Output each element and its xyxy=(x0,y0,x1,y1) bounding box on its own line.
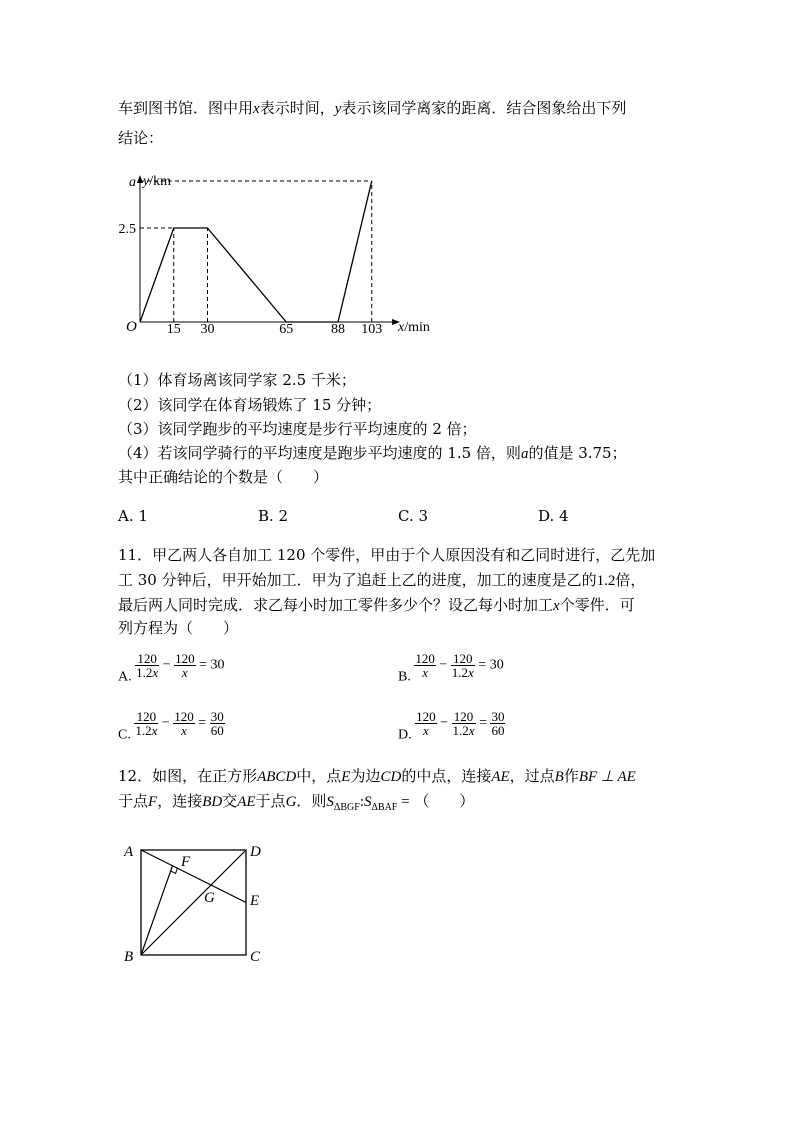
statement-1: （1）体育场离该同学家 2.5 千米； xyxy=(118,371,356,389)
x-tick-label: 88 xyxy=(331,322,345,337)
q12-line1: 12．如图，在正方形ABCD中，点E为边CD的中点，连接AE，过点B作BF ⊥ AE xyxy=(118,767,636,785)
x-tick-label: 103 xyxy=(361,322,383,337)
q10-intro-line2: 结论： xyxy=(118,129,164,147)
y-tick-label: 2.5 xyxy=(118,222,136,237)
y-tick-label: a xyxy=(129,175,136,190)
q10-option-b[interactable]: B. 2 xyxy=(258,507,289,525)
origin-label: O xyxy=(126,319,137,335)
label-e: E xyxy=(250,893,260,909)
q11-line4: 列方程为（ ） xyxy=(118,619,239,637)
q11-line3: 最后两人同时完成．求乙每小时加工零件多少个？设乙每小时加工x个零件．可 xyxy=(118,596,635,614)
x-tick-label: 30 xyxy=(200,322,215,337)
x-tick-label: 15 xyxy=(166,322,181,337)
x-axis-label: x/min xyxy=(398,320,430,335)
chart-tick-labels xyxy=(119,175,383,337)
segment-bf xyxy=(141,866,173,955)
distance-series-line xyxy=(140,181,372,322)
q11-line2: 工 30 分钟后，甲开始加工．甲为了追赶上乙的进度，加工的速度是乙的1.2倍， xyxy=(118,571,646,589)
segment-bd xyxy=(141,850,246,955)
q11-option-d[interactable]: D. $\frac{120}{x}$ − $\frac{120}{1.2x}$ = $\frac{30}{60}$ xyxy=(398,709,505,743)
y-axis-label: y/km xyxy=(143,174,171,189)
q10-intro-line1: 车到图书馆．图中用x表示时间，y表示该同学离家的距离．结合图象给出下列 xyxy=(118,99,627,117)
q11-option-a[interactable]: A. $\frac{120}{1.2x}$ − $\frac{120}{x}$ = 30 xyxy=(118,651,225,685)
q10-question: 其中正确结论的个数是（ ） xyxy=(118,468,329,486)
label-c: C xyxy=(250,949,261,965)
label-f: F xyxy=(181,854,191,870)
label-a: A xyxy=(124,844,134,860)
label-g: G xyxy=(204,890,215,906)
distance-time-chart xyxy=(110,165,450,345)
q11-line1: 11．甲乙两人各自加工 120 个零件，甲由于个人原因没有和乙同时进行，乙先加 xyxy=(118,546,656,564)
x-tick-label: 65 xyxy=(279,322,294,337)
q10-option-c[interactable]: C. 3 xyxy=(398,507,429,525)
segment-ae xyxy=(141,850,246,903)
statement-4: （4）若该同学骑行的平均速度是跑步平均速度的 1.5 倍，则a的值是 3.75； xyxy=(118,444,627,462)
square-figure xyxy=(115,835,275,970)
q10-option-a[interactable]: A. 1 xyxy=(118,507,148,525)
statement-2: （2）该同学在体育场锻炼了 15 分钟； xyxy=(118,396,382,414)
q12-line2: 于点F，连接BD交AE于点G．则$S_{\Delta BGF}:S_{\Delta BAF}$ = （ ） xyxy=(118,792,475,813)
q11-option-b[interactable]: B. $\frac{120}{x}$ − $\frac{120}{1.2x}$ = 30 xyxy=(398,651,504,685)
q11-option-c[interactable]: C. $\frac{120}{1.2x}$ − $\frac{120}{x}$ = $\frac{30}{60}$ xyxy=(118,709,224,743)
statement-3: （3）该同学跑步的平均速度是步行平均速度的 2 倍； xyxy=(118,420,477,438)
chart-guides xyxy=(140,181,372,322)
label-b: B xyxy=(124,949,134,965)
q10-option-d[interactable]: D. 4 xyxy=(538,507,569,525)
label-d: D xyxy=(250,844,261,860)
